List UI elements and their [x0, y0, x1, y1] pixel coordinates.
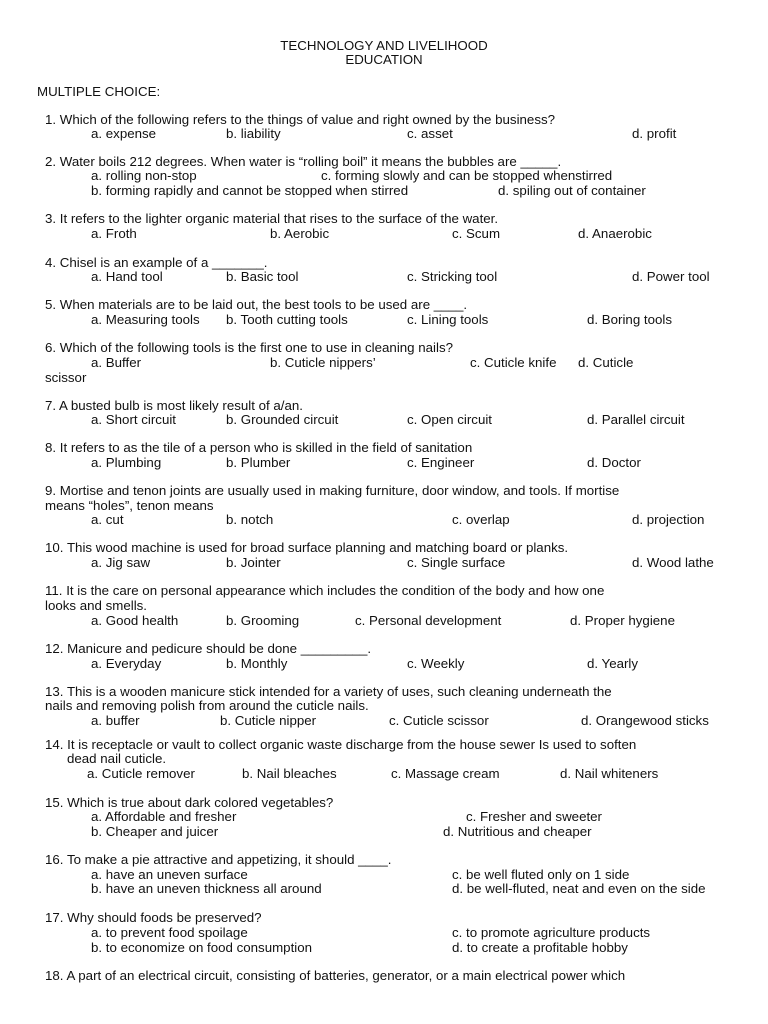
question-2-option-2: c. forming slowly and can be stopped whenstirred [321, 168, 613, 183]
question-11-option-1: a. Good health [91, 613, 179, 628]
question-13-text-line2: nails and removing polish from around the cuticle nails. [45, 698, 369, 713]
question-2-text: 2. Water boils 212 degrees. When water is “rolling boil” it means the bubbles are _____. [45, 154, 562, 169]
question-16-text: 16. To make a pie attractive and appetizing, it should ____. [45, 852, 392, 867]
question-11-text: 11. It is the care on personal appearance which includes the condition of the body and how one [45, 583, 605, 598]
question-15-text: 15. Which is true about dark colored vegetables? [45, 795, 334, 810]
question-5-text: 5. When materials are to be laid out, the best tools to be used are ____. [45, 297, 468, 312]
question-4-option-2: b. Basic tool [226, 269, 299, 284]
question-7-option-1: a. Short circuit [91, 412, 176, 427]
question-3-option-1: a. Froth [91, 226, 137, 241]
question-17-option-2: c. to promote agriculture products [452, 925, 651, 940]
question-13-option-2: b. Cuticle nipper [220, 713, 317, 728]
question-13-option-4: d. Orangewood sticks [581, 713, 709, 728]
question-9-option-3: c. overlap [452, 512, 510, 527]
question-8-option-2: b. Plumber [226, 455, 291, 470]
question-1-option-4: d. profit [632, 126, 677, 141]
question-12-option-4: d. Yearly [587, 656, 639, 671]
question-10-option-2: b. Jointer [226, 555, 281, 570]
question-17-option-1: a. to prevent food spoilage [91, 925, 248, 940]
question-11-option-4: d. Proper hygiene [570, 613, 675, 628]
question-16-option-2: c. be well fluted only on 1 side [452, 867, 630, 882]
question-1-option-3: c. asset [407, 126, 453, 141]
document-title-line2: EDUCATION [345, 52, 423, 67]
question-10-option-4: d. Wood lathe [632, 555, 714, 570]
question-8-option-4: d. Doctor [587, 455, 641, 470]
question-14-option-4: d. Nail whiteners [560, 766, 659, 781]
question-1-option-1: a. expense [91, 126, 157, 141]
question-7-option-4: d. Parallel circuit [587, 412, 685, 427]
question-15-option-2: c. Fresher and sweeter [466, 809, 602, 824]
question-12-option-2: b. Monthly [226, 656, 288, 671]
question-5-option-1: a. Measuring tools [91, 312, 200, 327]
question-13-text: 13. This is a wooden manicure stick intended for a variety of uses, such cleaning underneath the [45, 684, 612, 699]
question-3-option-4: d. Anaerobic [578, 226, 652, 241]
question-6-text: 6. Which of the following tools is the first one to use in cleaning nails? [45, 340, 453, 355]
section-heading: MULTIPLE CHOICE: [37, 84, 161, 99]
question-17-option-4: d. to create a profitable hobby [452, 940, 628, 955]
question-17-text: 17. Why should foods be preserved? [45, 910, 262, 925]
question-14-option-2: b. Nail bleaches [242, 766, 337, 781]
question-2-option-4: d. spiling out of container [498, 183, 646, 198]
question-9-option-4: d. projection [632, 512, 705, 527]
question-14-option-1: a. Cuticle remover [87, 766, 195, 781]
question-1-option-2: b. liability [226, 126, 281, 141]
question-5-option-4: d. Boring tools [587, 312, 673, 327]
question-9-option-2: b. notch [226, 512, 274, 527]
question-2-option-1: a. rolling non-stop [91, 168, 197, 183]
question-4-text: 4. Chisel is an example of a _______. [45, 255, 268, 270]
question-6-option-2: b. Cuticle nippers’ [270, 355, 376, 370]
question-8-text: 8. It refers to as the tile of a person who is skilled in the field of sanitation [45, 440, 473, 455]
question-15-option-3: b. Cheaper and juicer [91, 824, 219, 839]
question-13-option-3: c. Cuticle scissor [389, 713, 489, 728]
question-7-option-3: c. Open circuit [407, 412, 492, 427]
question-10-option-1: a. Jig saw [91, 555, 151, 570]
question-16-option-3: b. have an uneven thickness all around [91, 881, 322, 896]
question-8-option-1: a. Plumbing [91, 455, 162, 470]
question-15-option-4: d. Nutritious and cheaper [443, 824, 592, 839]
question-12-option-3: c. Weekly [407, 656, 465, 671]
question-3-option-2: b. Aerobic [270, 226, 330, 241]
question-1-text: 1. Which of the following refers to the things of value and right owned by the business? [45, 112, 556, 127]
question-7-text: 7. A busted bulb is most likely result of a/an. [45, 398, 303, 413]
question-6-option-1: a. Buffer [91, 355, 142, 370]
question-12-option-1: a. Everyday [91, 656, 162, 671]
question-3-option-3: c. Scum [452, 226, 501, 241]
question-9-option-1: a. cut [91, 512, 124, 527]
question-14-option-3: c. Massage cream [391, 766, 500, 781]
question-9-text-line2: means “holes”, tenon means [45, 498, 214, 513]
question-6-option-4: d. Cuticle [578, 355, 634, 370]
question-2-option-3: b. forming rapidly and cannot be stopped when stirred [91, 183, 409, 198]
question-16-option-1: a. have an uneven surface [91, 867, 248, 882]
question-7-option-2: b. Grounded circuit [226, 412, 339, 427]
question-14-text-line2: dead nail cuticle. [67, 751, 167, 766]
question-13-option-1: a. buffer [91, 713, 140, 728]
question-16-option-4: d. be well-fluted, neat and even on the side [452, 881, 706, 896]
question-11-option-3: c. Personal development [355, 613, 502, 628]
question-4-option-3: c. Stricking tool [407, 269, 498, 284]
question-17-option-3: b. to economize on food consumption [91, 940, 313, 955]
question-11-option-2: b. Grooming [226, 613, 300, 628]
question-4-option-1: a. Hand tool [91, 269, 163, 284]
document-title: TECHNOLOGY AND LIVELIHOOD [280, 38, 488, 53]
question-6-option-3: c. Cuticle knife [470, 355, 557, 370]
question-5-option-3: c. Lining tools [407, 312, 489, 327]
question-14-text: 14. It is receptacle or vault to collect organic waste discharge from the house sewer Is used to soften [45, 737, 637, 752]
question-4-option-4: d. Power tool [632, 269, 710, 284]
question-3-text: 3. It refers to the lighter organic material that rises to the surface of the water. [45, 211, 499, 226]
question-9-text: 9. Mortise and tenon joints are usually used in making furniture, door window, and tools. If mortise [45, 483, 620, 498]
question-15-option-1: a. Affordable and fresher [91, 809, 237, 824]
question-18-text: 18. A part of an electrical circuit, consisting of batteries, generator, or a main electrical power which [45, 968, 626, 983]
question-8-option-3: c. Engineer [407, 455, 475, 470]
question-10-option-3: c. Single surface [407, 555, 506, 570]
question-5-option-2: b. Tooth cutting tools [226, 312, 348, 327]
question-6-option-5: scissor [45, 370, 87, 385]
question-10-text: 10. This wood machine is used for broad surface planning and matching board or planks. [45, 540, 569, 555]
question-12-text: 12. Manicure and pedicure should be done _________. [45, 641, 372, 656]
question-11-text-line2: looks and smells. [45, 598, 147, 613]
